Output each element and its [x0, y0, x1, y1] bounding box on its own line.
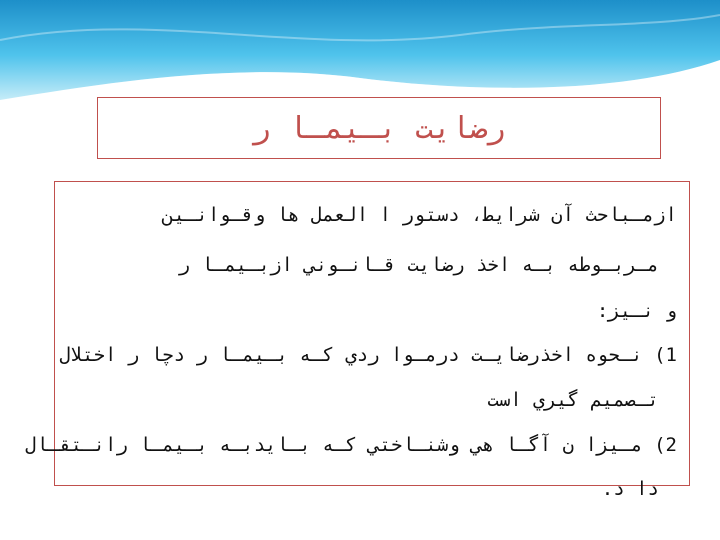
body-line-3: و نـيز: [596, 300, 677, 322]
body-line-1: ازمـباحث آن شرايط، دستور ا العمل ها وقـوانـين [162, 204, 677, 226]
list-item-1: 1) نـحوه اخذرضايـت درمـوا ردي كـه بـيمـا ر دچا ر اختلال [59, 344, 677, 366]
body-line-2: مـربـوطه بـه اخذ رضايت قـانـوني ازبـيمـا ر [178, 254, 659, 276]
list-item-2-continued: دا د. [601, 478, 659, 500]
list-item-2: 2) مـيزا ن آگـا هي وشنـاختي كـه بـايدبـه بـيمـا رانـتقـال [24, 434, 677, 456]
content-frame [24, 181, 690, 500]
slide-title: رضايت بـيمـا ر [252, 110, 506, 146]
list-item-1-continued: تـصميم گيري است [487, 389, 659, 411]
header-wave-decoration [0, 0, 720, 110]
title-frame [97, 97, 661, 159]
